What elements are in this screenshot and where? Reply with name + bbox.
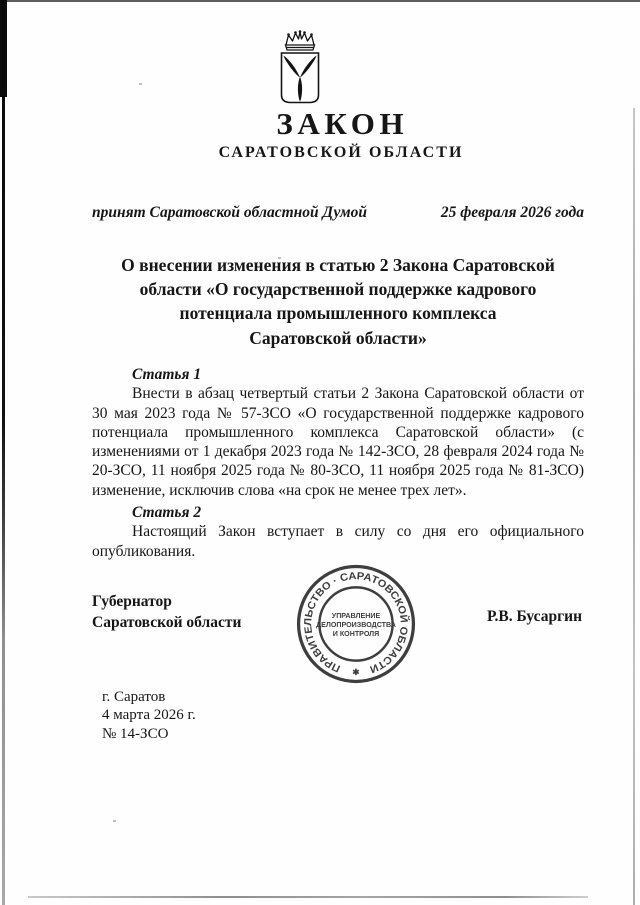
scan-speck [139, 83, 142, 85]
document-title-line: О внесении изменения в статью 2 Закона Саратовской [121, 255, 555, 275]
document-title-line: области «О государственной поддержке кадрового [139, 279, 537, 300]
issue-date: 4 марта 2026 г. [102, 707, 196, 724]
issue-city: г. Саратов [102, 689, 166, 705]
stamp-center-line1: УПРАВЛЕНИЕ [331, 611, 381, 620]
issue-number: № 14-ЗСО [102, 725, 169, 742]
adoption-row [92, 204, 584, 222]
stamp-bottom-mark: ✱ [352, 666, 360, 677]
article-2 [92, 503, 584, 561]
article-2-body: Настоящий Закон вступает в силу со дня его официального опубликования. [92, 523, 584, 560]
adoption-clause: принят Саратовской областной Думой [92, 204, 367, 221]
issue-block [92, 688, 584, 743]
article-1-body: Внести в абзац четвертый статьи 2 Закона Саратовской области от 30 мая 2023 года № 57-ЗСО «О государственной поддержке кадрового потенциала промышленного комплекса Саратовской области» (с изменениями от 1 декабря 2023 года № 142-ЗСО, 28 февраля 2024 года № 20-ЗСО, 11 ноября 2025 года № 80-ЗСО, 11 ноября 2025 года № 81-ЗСО) изменение, исключив слова «на срок не менее трех лет». [92, 385, 584, 499]
stamp-center-line3: И КОНТРОЛЯ [332, 630, 380, 639]
governor-name: Р.В. Бусаргин [487, 608, 582, 625]
scan-artifact-top-edge [0, 0, 640, 2]
document-title [92, 253, 584, 350]
law-title: ЗАКОН [276, 106, 409, 141]
saratov-coat-of-arms-icon [277, 30, 323, 104]
stamp-ring-text: ПРАВИТЕЛЬСТВО · САРАТОВСКОЙ ОБЛАСТИ [303, 571, 409, 675]
scan-speck [113, 820, 116, 822]
article-1-heading: Статья 1 [132, 366, 202, 383]
article-1 [92, 365, 584, 500]
scan-artifact-right-line [633, 108, 635, 905]
scan-artifact-left-line [2, 0, 5, 905]
official-stamp-icon [295, 563, 417, 685]
adoption-date: 25 февраля 2026 года [440, 204, 584, 221]
law-subtitle: САРАТОВСКОЙ ОБЛАСТИ [218, 144, 464, 161]
scan-artifact-bottom-edge [28, 896, 588, 898]
governor-title-line2: Саратовской области [92, 614, 242, 631]
document-title-line: Саратовской области» [249, 327, 427, 348]
article-2-heading: Статья 2 [132, 504, 202, 521]
governor-title [92, 591, 241, 633]
document-title-line: потенциала промышленного комплекса [179, 303, 497, 324]
governor-title-line1: Губернатор [92, 593, 172, 610]
stamp-center-line2: ДЕЛОПРОИЗВОДСТВА [316, 621, 396, 630]
